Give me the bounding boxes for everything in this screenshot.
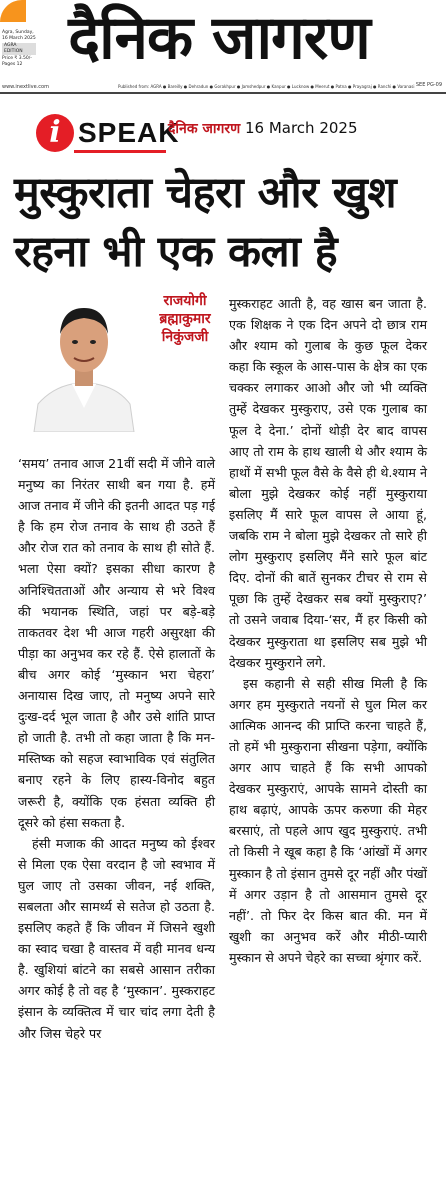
ispeak-badge: i bbox=[36, 114, 74, 152]
article-paragraph: हंसी मजाक की आदत मनुष्य को ईश्वर से मिला एक ऐसा वरदान है जो स्वभाव में घुल जाए तो उसका जीवन, नई शक्ति, सबलता और सामर्थ्य से सतेज हो उठता है. इसलिए कहते हैं कि जीवन में जिसने खुशी का स्वाद चखा है वास्तव में वही मानव धन्य है. खुशियां बांटने का सबसे आसान तरीका अगर कोई है तो वह है ‘मुस्कान’. मुस्कराहट इंसान के व्यक्तित्व में चार चांद लगा देती है और जिस चेहरे पर bbox=[18, 835, 215, 1041]
publication-dateline bbox=[168, 119, 358, 138]
article-paragraph: इस कहानी से सही सीख मिली है कि अगर हम मुस्कुराते नयनों से घुल मिल कर आत्मिक आनन्द की प्राप्ति करना चाहते हैं, तो हमें भी मुस्कुराना सीखना पड़ेगा, क्योंकि अगर आप चाहते हैं कि सभी आपको देखकर मुस्कुराएं, आपके सामने दोस्ती का हाथ बढ़ाएं, आपके ऊपर करुणा की मेहर बरसाएं, तो पहले आप खुद मुस्कुराएं. तभी तो किसी ने खूब कहा है कि ‘आंखों में अगर मुस्कान है तो इंसान तुमसे दूर नहीं और पंखों में अगर उड़ान है तो आसमान तुमसे दूर नहीं’. तो फिर देर किस बात की. मन में खुशी का अनुभव करें और मीठी-प्यारी मुस्कान से अपने चेहरे का सच्चा श्रृंगार करें. bbox=[229, 675, 427, 965]
edition-price: Price ₹ 3.50/- bbox=[2, 56, 32, 61]
masthead bbox=[0, 0, 446, 82]
see-page-note: SEE PG-09 bbox=[415, 82, 442, 88]
newspaper-brand: दैनिक जागरण bbox=[68, 3, 370, 73]
edition-place: Agra, Sunday, bbox=[2, 30, 34, 35]
article-paragraph: ‘समय’ तनाव आज 21वीं सदी में जीने वाले मनुष्य का निरंतर साथी बन गया है. हमें आज तनाव में जीने की इतनी आदत पड़ गई है कि हम रोज तनाव के साथ ही उठते हैं और रोज रात को तनाव के साथ ही सोते हैं. भला ऐसा क्यों? इसका सीधा कारण है अनिश्चितताओं और अन्याय से भरे विश्व की भयानक स्थिति, जहां पर बड़े-बड़े ताकतवर देश भी आज गहरी असुरक्षा की पीड़ा का अनुभव कर रहे हैं. ऐसे हालातों के बीच अगर कोई ‘मुस्कान भरा चेहरा’ अनायास दिख जाए, तो मनुष्य अपने सारे दुःख-दर्द भूल जाता है और उसे शांति प्राप्त हो जाती है. तभी तो कहा जाता है कि मन-मस्तिष्क को सहज स्वाभाविक एवं संतुलित बनाए रहने के लिए हास्य-विनोद बहुत जरूरी है, क्योंकि एक हंसता व्यक्ति ही दूसरे को हंसा सकता है. bbox=[18, 456, 215, 830]
article-column-left bbox=[18, 453, 215, 1044]
divider bbox=[0, 92, 446, 94]
article-column-right bbox=[229, 293, 427, 968]
published-from: Published from: AGRA ● Bareilly ● Dehradun ● Gorakhpur ● Jamshedpur ● Kanpur ● Lucknow ● Meerut ● Patna ● Prayagraj ● Ranchi ● Varanasi bbox=[118, 84, 415, 89]
edition-tag: AGRA EDITION bbox=[2, 43, 36, 55]
dateline-date: 16 March 2025 bbox=[244, 119, 358, 137]
article-paragraph: मुस्कराहट आती है, वह खास बन जाता है. एक शिक्षक ने एक दिन अपने दो छात्र राम और श्याम को गुलाब के कुछ फूल देकर कहा कि स्कूल के आस-पास के क्षेत्र का एक चक्कर लगाकर आओ और जो भी व्यक्ति तुम्हें देखकर मुस्कुराए, उसे एक गुलाब का फूल दे देना.’ दोनों थोड़ी देर बाद वापस आए तो राम के हाथ खाली थे और श्याम के हाथों में सभी फूल वैसे के वैसे ही थे.श्याम ने बोला मुझे देखकर कोई नहीं मुस्कुराया इसलिए मैं सारे फूल वापस ले आया हूं, जबकि राम ने बोला मुझे देखकर तो सारे ही लोग मुस्कुराए इसलिए मैंने सारे फूल बांट दिए. दोनों की बातें सुनकर टीचर से राम से पूछा कि तुम्हें देखकर सब क्यों मुस्कुराए?’ तो उसने जवाब दिया-‘सर, मैं हर किसी को देखकर मुस्कुराता था इसलिए सब मुझे भी देखकर मुस्कुराने लगे. bbox=[229, 296, 427, 670]
byline-line-3: निकुंजजी bbox=[161, 329, 209, 345]
author-byline bbox=[140, 292, 214, 346]
section-underline bbox=[74, 150, 166, 153]
edition-pages: Pages 12 bbox=[2, 62, 23, 67]
section-name: SPEAK bbox=[78, 117, 180, 148]
website-url[interactable]: www.inextlive.com bbox=[2, 84, 49, 90]
sun-logo-icon bbox=[0, 0, 26, 22]
edition-date: 16 March 2025 bbox=[2, 36, 36, 41]
edition-info bbox=[2, 30, 36, 68]
section-tag bbox=[36, 112, 179, 154]
author-block bbox=[14, 292, 214, 438]
byline-line-2: ब्रह्माकुमार bbox=[159, 311, 211, 327]
author-photo bbox=[28, 292, 140, 432]
article-headline: मुस्कुराता चेहरा और खुश रहना भी एक कला है bbox=[14, 168, 397, 277]
byline-line-1: राजयोगी bbox=[163, 293, 207, 309]
dateline-brand: दैनिक जागरण bbox=[168, 121, 241, 137]
